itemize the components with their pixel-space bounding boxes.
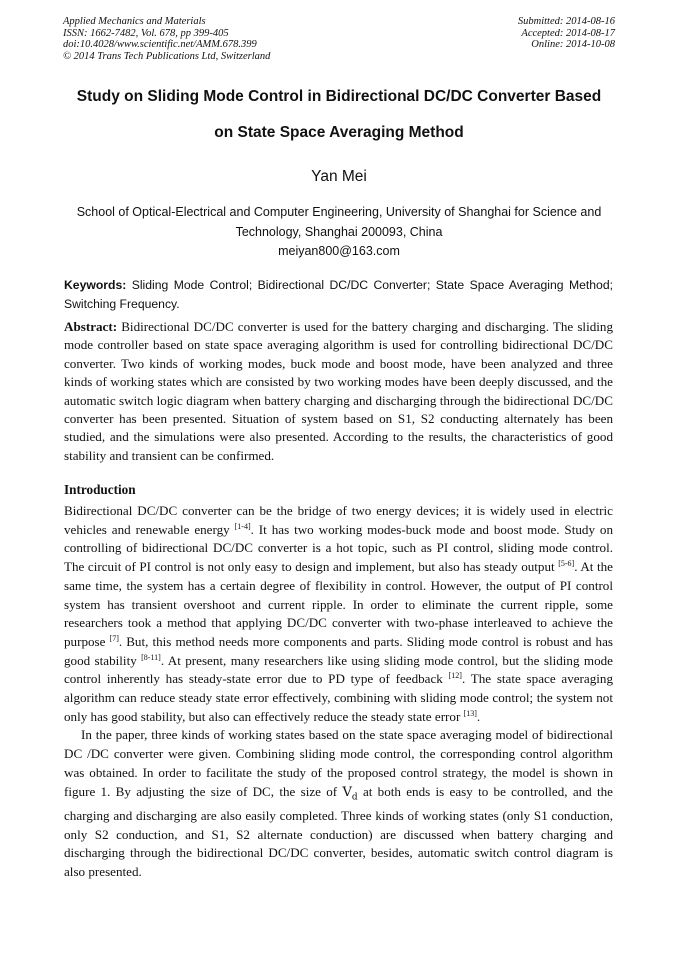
citation: [12] [448,671,462,681]
citation: [13] [463,708,477,718]
intro-paragraph-1: Bidirectional DC/DC converter can be the bridge of two energy devices; it is widely used in electric vehicles and renewable energy [1-4]. It has two working modes-buck mode and boost mode. Study on controlling of bidirectional DC/DC converter is a hot topic, such as PI control, sliding mode control. The circuit of PI control is not only easy to design and implement, but also has steady output [5-6]. At the same time, the system has a certain degree of flexibility in control. However, the output of PI control system has transient overshoot and current ripple. In order to eliminate the current ripple, some researchers took a method that applying DC/DC converter with two-phase interleaved to achieve the purpose [7]. But, this method needs more components and parts. Sliding mode control is robust and has good stability [8-11]. At present, many researchers like using sliding mode control, but the sliding mode control inherently has steady-state error due to PD type of feedback [12]. The state space averaging algorithm can reduce steady state error effectively, combining with sliding mode control; the system not only has good stability, but also can effectively reduce the steady state error [13]. [64,503,614,724]
citation: [8-11] [141,652,161,662]
author-name: Yan Mei [311,168,367,185]
journal-issn: ISSN: 1662-7482, Vol. 678, pp 399-405 [63,27,229,39]
journal-copyright: © 2014 Trans Tech Publications Ltd, Switzerland [63,50,271,62]
author-affiliation: School of Optical-Electrical and Computer Engineering, University of Shanghai for Science and Technology, Shanghai 200093, China [76,205,602,239]
dates-header [518,16,615,51]
intro-paragraph-2: In the paper, three kinds of working states based on the state space averaging model of bidirectional DC /DC converter were given. Combining sliding mode control, the corresponding control algorithm was obtained. In order to facilitate the study of the proposed control strategy, the model is shown in figure 1. By adjusting the size of DC, the size of $V_d$ at both ends is easy to be controlled, and the charging and discharging are also easily completed. Three kinds of working states (only S1 conduction, only S2 conduction, and S1, S2 alternate conduction) are discussed when battery charging and discharging through the bidirectional DC/DC converter, besides, automatic switch control diagram is also presented. [64,727,613,879]
abstract-text: Bidirectional DC/DC converter is used for the battery charging and discharging. The sliding mode controller based on state space averaging algorithm is used for controlling bidirectional DC/DC converter. Two kinds of working modes, buck mode and boost mode, have been analyzed and three kinds of working states which are consisted by two working modes have been deeply discussed, and the automatic switch logic diagram when battery charging and discharging through the bidirectional DC/DC converter has been presented. Situation of system based on S1, S2 conducting alternately has been studied, and the simulations were also presented. According to the results, the characteristics of good stability and transient can be confirmed. [64,319,613,463]
citation: [5-6] [558,559,575,569]
submitted-date: Submitted: 2014-08-16 [517,16,615,27]
online-date: Online: 2014-10-08 [531,39,615,50]
paper-title-line-1: Study on Sliding Mode Control in Bidirectional DC/DC Converter Based [76,88,602,105]
accepted-date: Accepted: 2014-08-17 [521,27,615,39]
citation: [1-4] [234,521,251,531]
journal-doi: doi:10.4028/www.scientific.net/AMM.678.399 [63,39,257,50]
section-heading-introduction: Introduction [64,482,136,497]
citation: [7] [109,633,119,643]
keywords-text: Sliding Mode Control; Bidirectional DC/DC Converter; State Space Averaging Method; Switching Frequency. [64,278,613,311]
math-vd: $V_d$ [342,784,358,803]
introduction-body [64,502,613,882]
paper-title-line-2: on State Space Averaging Method [214,124,464,141]
abstract [64,318,613,465]
keywords-label: Keywords: [64,278,127,292]
abstract-label: Abstract: [64,319,118,334]
journal-header [63,16,270,62]
keywords [64,276,613,314]
author-email: meiyan800@163.com [278,244,400,258]
journal-name: Applied Mechanics and Materials [63,16,206,27]
